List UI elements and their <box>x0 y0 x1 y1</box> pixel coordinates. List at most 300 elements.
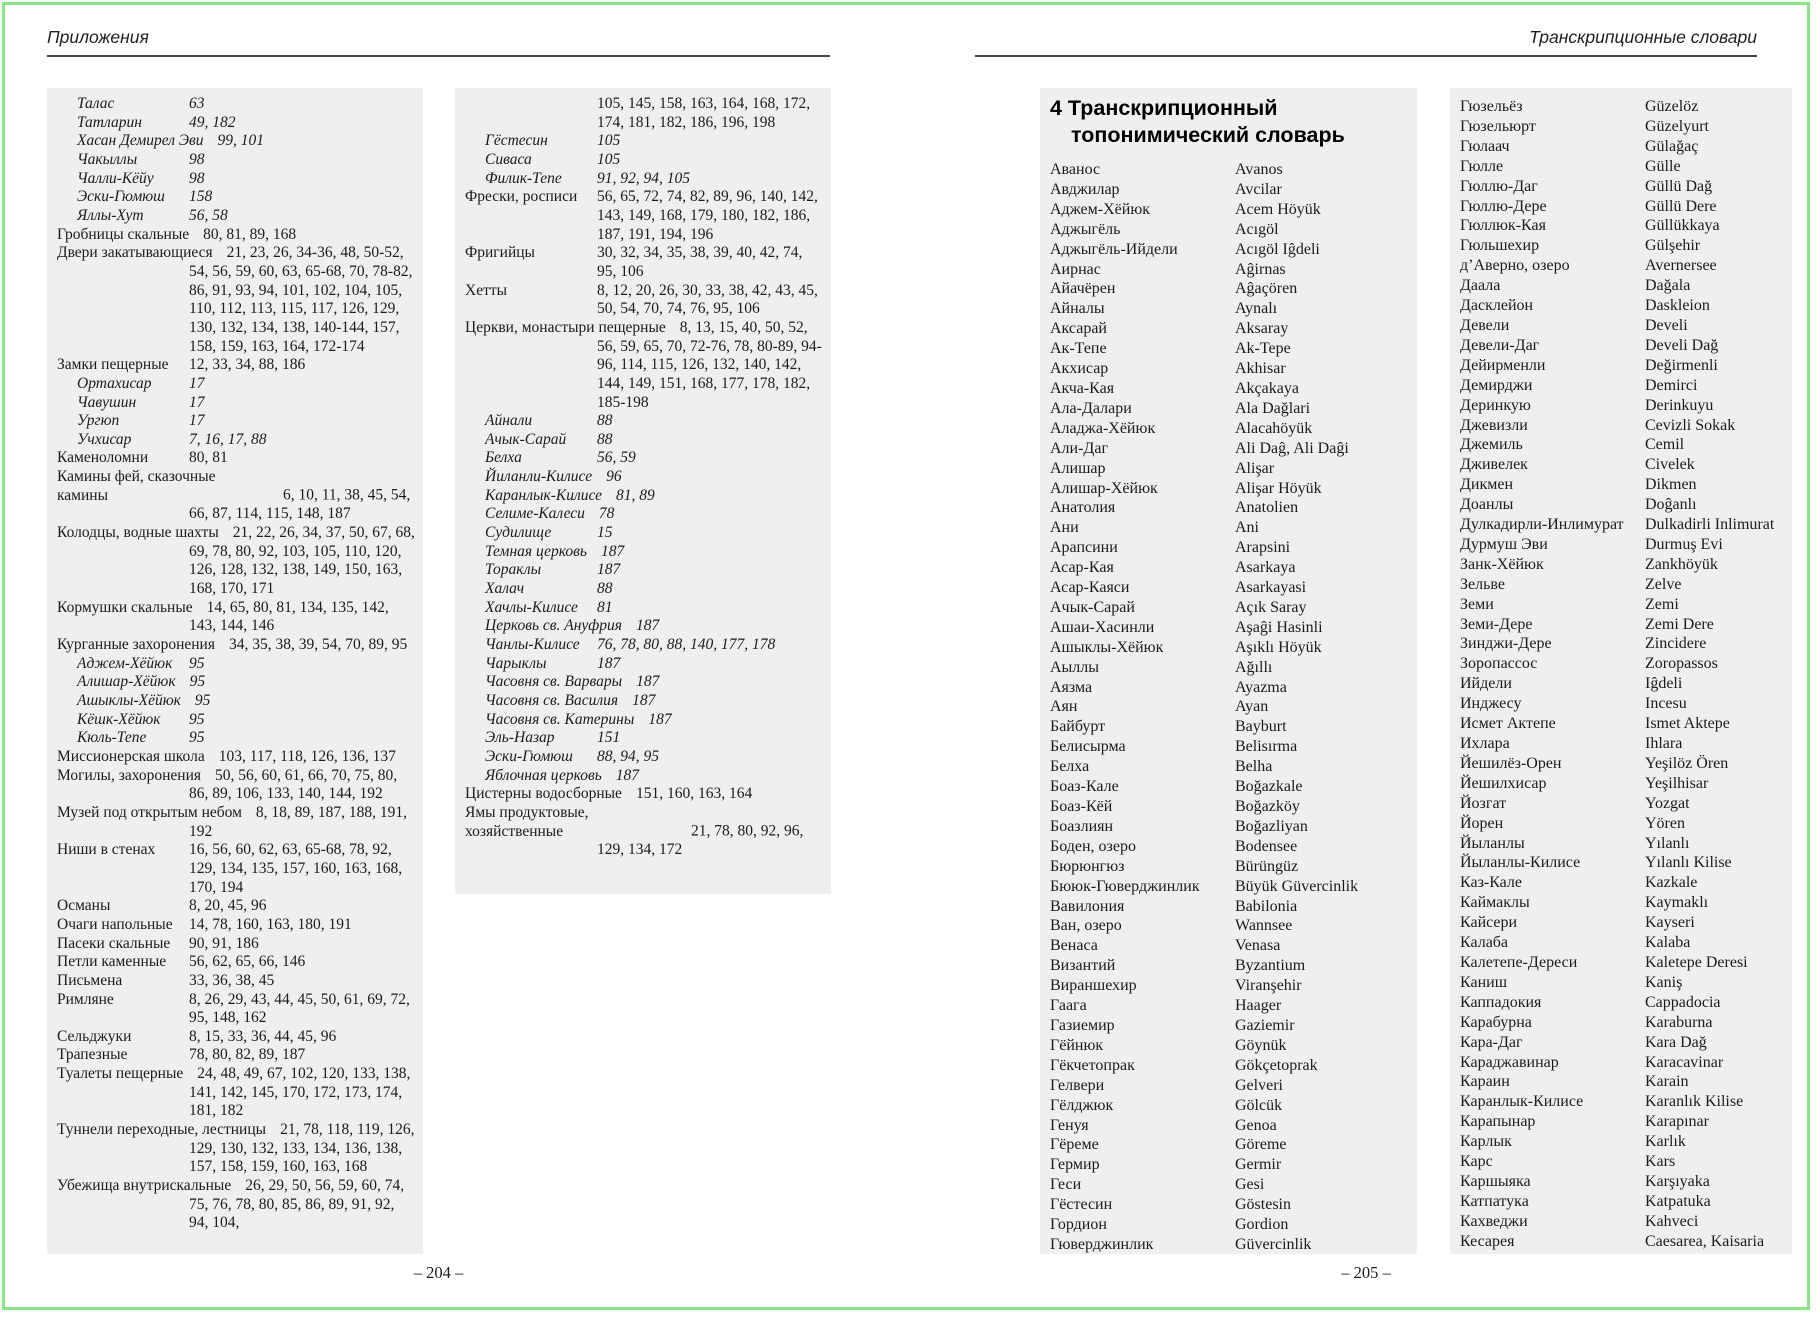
index-term: Петли каменные <box>57 953 167 971</box>
index-page-numbers: 151, 160, 163, 164 <box>635 785 753 803</box>
index-entry <box>57 1065 415 1121</box>
index-term: Письмена <box>57 971 123 989</box>
index-term: Кёшк-Хёйюк <box>77 710 161 728</box>
index-term: Судилище <box>485 524 552 542</box>
toponym-russian: Гёреме <box>1050 1136 1099 1154</box>
toponym-latin: Develi Dağ <box>1645 336 1719 354</box>
toponym-russian: Джевизли <box>1460 416 1528 434</box>
index-page-numbers: 187 <box>636 673 660 691</box>
toponym-russian: Карабурна <box>1460 1013 1532 1031</box>
toponym-russian: Кахведжи <box>1460 1212 1528 1230</box>
index-entry <box>57 841 415 897</box>
index-term: Яблочная церковь <box>485 766 602 784</box>
dictionary-row <box>1050 1016 1409 1036</box>
toponym-russian: Авджилар <box>1050 180 1120 198</box>
index-page-numbers: 90, 91, 186 <box>189 934 259 952</box>
toponym-latin: Cappadocia <box>1645 993 1721 1011</box>
toponym-latin: Asarkayasi <box>1235 579 1307 597</box>
index-entry <box>57 673 415 692</box>
toponym-latin: Acem Höyük <box>1235 200 1321 218</box>
toponym-russian: Аванос <box>1050 161 1101 178</box>
index-entry <box>57 897 415 916</box>
toponym-russian: Каниш <box>1460 973 1508 991</box>
toponym-russian: Кара-Даг <box>1460 1033 1523 1051</box>
toponym-latin: Zoropassos <box>1645 655 1718 673</box>
toponym-russian: Аксарай <box>1050 320 1107 338</box>
index-term: Миссионерская школа <box>57 747 205 765</box>
running-head-rule-left <box>47 55 830 57</box>
toponym-russian: Айналы <box>1050 300 1105 318</box>
index-page-numbers: 78, 80, 82, 89, 187 <box>189 1046 306 1064</box>
toponym-russian: Земи <box>1460 595 1494 613</box>
dictionary-row <box>1460 814 1784 834</box>
toponym-latin: Zelve <box>1645 575 1682 593</box>
toponym-latin: Aĝirnas <box>1235 260 1286 278</box>
dictionary-row <box>1460 1053 1784 1073</box>
index-term: Эски-Гюмюш <box>77 188 165 206</box>
index-term: Алишар-Хёйюк <box>77 673 176 691</box>
dictionary-row <box>1460 1033 1784 1053</box>
toponym-russian: Аян <box>1050 698 1078 716</box>
toponym-latin: Kahveci <box>1645 1212 1699 1230</box>
index-entry <box>57 655 415 674</box>
toponym-latin: Boğazkale <box>1235 778 1303 796</box>
dictionary-row <box>1460 993 1784 1013</box>
dictionary-row <box>1460 555 1784 575</box>
toponym-russian: Гаага <box>1050 997 1087 1015</box>
dictionary-row <box>1050 1116 1409 1136</box>
dictionary-row <box>1050 439 1409 459</box>
toponym-latin: Gaziemir <box>1235 1016 1295 1034</box>
index-term: Кормушки скальные <box>57 598 193 616</box>
toponym-russian: Кайсери <box>1460 914 1518 932</box>
toponym-latin: Ihlara <box>1645 735 1683 752</box>
index-page-numbers: 34, 35, 38, 39, 54, 70, 89, 95 <box>228 636 408 654</box>
toponym-russian: Аязма <box>1050 678 1093 696</box>
toponym-russian: Дулкадирли-Инлимурат <box>1460 516 1624 534</box>
index-term: Сиваса <box>485 150 532 168</box>
toponym-latin: Aksaray <box>1235 320 1289 338</box>
toponym-latin: Gülağaç <box>1645 137 1699 155</box>
toponym-russian: Карс <box>1460 1153 1493 1171</box>
toponym-russian: Бююк-Гюверджинлик <box>1050 877 1200 895</box>
toponym-latin: Ala Dağlari <box>1235 399 1311 417</box>
index-page-numbers: 17 <box>189 374 205 392</box>
index-term: Могилы, захоронения <box>57 766 202 784</box>
toponym-russian: Ачык-Сарай <box>1050 598 1135 616</box>
toponym-latin: Yören <box>1645 814 1685 832</box>
dictionary-row <box>1460 853 1784 873</box>
toponym-latin: Viranşehir <box>1235 977 1302 995</box>
toponym-russian: Кесарея <box>1460 1232 1515 1250</box>
toponym-russian: Зинджи-Дере <box>1460 635 1552 653</box>
index-page-numbers: 88, 94, 95 <box>597 747 659 765</box>
index-entry <box>57 599 415 636</box>
index-term: Йиланли-Килисе <box>485 468 593 486</box>
index-entry <box>57 972 415 991</box>
index-term: Часовня св. Катерины <box>485 710 635 728</box>
toponym-latin: Göreme <box>1235 1136 1287 1154</box>
toponym-latin: Yeşilöz Ören <box>1645 754 1729 772</box>
index-page-numbers: 95 <box>194 692 211 709</box>
index-page-numbers: 6, 10, 11, 38, 45, 54, 66, 87, 114, 115, 148, 187 <box>189 486 411 523</box>
index-entry <box>465 412 823 431</box>
toponym-russian: Дживелек <box>1460 456 1528 474</box>
index-entry <box>57 1028 415 1047</box>
page-number-left: – 204 – <box>413 1263 464 1282</box>
toponym-russian: Газиемир <box>1050 1016 1115 1034</box>
index-term: Тораклы <box>485 561 542 579</box>
toponym-russian: Йешилёз-Орен <box>1460 754 1562 772</box>
toponym-latin: Gülşehir <box>1645 237 1701 255</box>
toponym-russian: Генуя <box>1050 1116 1089 1134</box>
index-term: Ургюп <box>77 412 120 430</box>
index-term: Талас <box>77 95 115 112</box>
toponym-russian: Боаз-Кёй <box>1050 798 1113 815</box>
dictionary-heading-line2: топонимический словарь <box>1071 122 1345 147</box>
index-term: Гёстесин <box>485 132 548 150</box>
dictionary-row <box>1460 714 1784 734</box>
toponym-latin: Kaniş <box>1645 973 1683 991</box>
toponym-latin: Aĝaçören <box>1235 280 1298 298</box>
toponym-latin: Haager <box>1235 997 1282 1015</box>
dictionary-row <box>1050 1215 1409 1235</box>
toponym-latin: Güllü Dağ <box>1645 177 1713 195</box>
dictionary-heading <box>1050 95 1409 148</box>
toponym-russian: Занк-Хёйюк <box>1460 555 1544 573</box>
toponym-latin: Dağala <box>1645 277 1691 295</box>
toponym-russian: Исмет Актепе <box>1460 715 1556 733</box>
dictionary-row <box>1050 299 1409 319</box>
dictionary-row <box>1460 913 1784 933</box>
dictionary-row <box>1050 538 1409 558</box>
dictionary-row <box>1050 379 1409 399</box>
toponym-latin: Bodensee <box>1235 837 1298 855</box>
index-entry <box>465 711 823 730</box>
index-entry <box>465 449 823 468</box>
toponym-russian: Деринкую <box>1460 396 1531 414</box>
index-term: Колодцы, водные шахты <box>57 524 219 542</box>
dictionary-row <box>1460 117 1784 137</box>
index-term: Пасеки скальные <box>57 934 171 952</box>
index-page-numbers: 16, 56, 60, 62, 63, 65-68, 78, 92, 129, 134, 135, 157, 160, 163, 168, 170, 194 <box>189 841 403 896</box>
index-entry <box>465 151 823 170</box>
toponym-russian: Каршыяка <box>1460 1172 1531 1190</box>
index-entry <box>57 916 415 935</box>
index-term: Хетты <box>465 281 508 299</box>
toponym-latin: Belha <box>1235 758 1273 776</box>
index-entry <box>465 319 823 412</box>
index-entry <box>465 282 823 319</box>
dictionary-row <box>1460 1013 1784 1033</box>
index-term: Чакыллы <box>77 150 138 168</box>
toponym-latin: Asarkaya <box>1235 559 1296 577</box>
toponym-russian: Аирнас <box>1050 260 1101 278</box>
index-term: Кюль-Тепе <box>77 729 147 747</box>
toponym-latin: Değirmenli <box>1645 356 1718 374</box>
toponym-latin: Caesarea, Kaisaria <box>1645 1232 1765 1250</box>
dictionary-row <box>1460 1112 1784 1132</box>
index-term: Чарыклы <box>485 654 547 672</box>
toponym-latin: Dikmen <box>1645 476 1697 494</box>
dictionary-row <box>1460 1092 1784 1112</box>
index-page-numbers: 15 <box>597 524 613 542</box>
toponym-russian: Ани <box>1050 519 1079 537</box>
toponym-latin: Ayan <box>1235 698 1269 716</box>
dictionary-row <box>1050 479 1409 499</box>
index-entry <box>465 804 823 860</box>
index-page-numbers: 95 <box>189 729 205 747</box>
toponym-russian: Ийдели <box>1460 675 1512 693</box>
index-page-numbers: 56, 59 <box>597 449 636 467</box>
dictionary-row <box>1460 595 1784 615</box>
index-term: Римляне <box>57 990 114 1008</box>
index-page-numbers: 151 <box>597 729 621 747</box>
toponym-russian: Ашаи-Хасинли <box>1050 618 1155 636</box>
dictionary-row <box>1460 97 1784 117</box>
toponym-russian: Йорен <box>1460 814 1504 832</box>
toponym-russian: Ашыклы-Хёйюк <box>1050 638 1164 656</box>
toponym-russian: Геси <box>1050 1176 1082 1194</box>
toponym-latin: Zemi <box>1645 595 1679 613</box>
dictionary-row <box>1460 1212 1784 1232</box>
index-page-numbers: 21, 78, 80, 92, 96, 129, 134, 172 <box>597 822 804 859</box>
dictionary-row <box>1050 558 1409 578</box>
toponym-russian: Караин <box>1460 1073 1510 1091</box>
toponym-latin: Kara Dağ <box>1645 1033 1707 1051</box>
index-page-numbers: 187 <box>597 654 621 672</box>
toponym-russian: Гёстесин <box>1050 1196 1113 1214</box>
toponym-russian: Караджавинар <box>1460 1053 1559 1071</box>
dictionary-row <box>1050 976 1409 996</box>
dictionary-row <box>1460 495 1784 515</box>
toponym-russian: Гёйнюк <box>1050 1036 1104 1054</box>
toponym-latin: Byzantium <box>1235 957 1306 975</box>
index-page-numbers: 12, 33, 34, 88, 186 <box>189 356 306 374</box>
index-page-numbers: 187 <box>615 766 640 784</box>
index-page-numbers: 56, 62, 65, 66, 146 <box>189 953 306 971</box>
index-entry <box>465 468 823 487</box>
toponym-latin: Gesi <box>1235 1176 1265 1194</box>
index-page-numbers: 24, 48, 49, 67, 102, 120, 133, 138, 141, 142, 145, 170, 172, 173, 174, 181, 182 <box>189 1065 411 1120</box>
toponym-russian: Аджыгёль <box>1050 220 1121 238</box>
index-entry <box>57 711 415 730</box>
index-entry <box>465 599 823 618</box>
index-term: Каранлык-Килисе <box>485 486 603 504</box>
index-page-numbers: 49, 182 <box>189 113 236 131</box>
toponym-latin: Ak-Tepe <box>1235 340 1291 358</box>
index-page-numbers: 50, 56, 60, 61, 66, 70, 75, 80, 86, 89, 106, 133, 140, 144, 192 <box>189 766 398 803</box>
index-term: Церковь св. Ануфрия <box>485 617 622 635</box>
dictionary-row <box>1460 256 1784 276</box>
index-entry <box>57 953 415 972</box>
dictionary-row <box>1460 1132 1784 1152</box>
index-term: Айнали <box>485 412 533 430</box>
index-entry <box>465 524 823 543</box>
toponym-latin: Karşıyaka <box>1645 1172 1710 1190</box>
toponym-latin: Cemil <box>1645 436 1685 454</box>
toponym-latin: Akhisar <box>1235 360 1286 378</box>
index-page-numbers: 56, 58 <box>189 206 228 224</box>
dictionary-row <box>1050 638 1409 658</box>
toponym-russian: Венаса <box>1050 937 1098 955</box>
dictionary-row <box>1050 658 1409 678</box>
index-page-numbers: 7, 16, 17, 88 <box>189 430 267 448</box>
index-term: Каменоломни <box>57 449 149 467</box>
dictionary-row <box>1460 296 1784 316</box>
toponym-latin: Ani <box>1235 519 1259 537</box>
toponym-russian: Арапсини <box>1050 539 1118 557</box>
dictionary-column-1 <box>1040 88 1417 1254</box>
toponym-latin: Incesu <box>1645 695 1687 713</box>
dictionary-row <box>1460 535 1784 555</box>
toponym-latin: Demirci <box>1645 376 1698 394</box>
index-term: Учхисар <box>77 430 132 448</box>
dictionary-rows-1 <box>1050 160 1409 1254</box>
index-page-numbers: 158 <box>189 188 213 206</box>
dictionary-row <box>1050 1135 1409 1155</box>
index-term: Селиме-Калеси <box>485 505 585 523</box>
index-term: Эски-Гюмюш <box>485 747 573 765</box>
toponym-russian: Гюльшехир <box>1460 237 1540 255</box>
index-entry <box>465 636 823 655</box>
toponym-russian: Боден, озеро <box>1050 837 1136 855</box>
toponym-russian: Гюверджинлик <box>1050 1235 1154 1253</box>
dictionary-row <box>1050 837 1409 857</box>
toponym-latin: Iĝdeli <box>1645 675 1683 693</box>
index-page-numbers: 14, 65, 80, 81, 134, 135, 142, 143, 144, 146 <box>189 598 389 635</box>
toponym-russian: Гёлджюк <box>1050 1096 1114 1114</box>
toponym-russian: Земи-Дере <box>1460 615 1533 633</box>
toponym-latin: Bürüngüz <box>1235 857 1299 875</box>
dictionary-row <box>1460 654 1784 674</box>
index-page-numbers: 78 <box>598 505 615 523</box>
toponym-russian: Гюлаач <box>1460 137 1510 155</box>
dictionary-row <box>1050 399 1409 419</box>
index-term: Чанлы-Килисе <box>485 636 580 654</box>
index-entry <box>465 580 823 599</box>
index-page-numbers: 33, 36, 38, 45 <box>189 971 275 989</box>
index-page-numbers: 8, 18, 89, 187, 188, 191, 192 <box>189 803 408 840</box>
toponym-russian: Асар-Каяси <box>1050 579 1130 597</box>
toponym-russian: Акча-Кая <box>1050 379 1115 397</box>
toponym-latin: Ismet Aktepe <box>1645 715 1730 733</box>
index-entry <box>465 188 823 244</box>
index-entry <box>465 785 823 804</box>
toponym-latin: Güzelöz <box>1645 98 1699 115</box>
index-page-numbers: 80, 81 <box>189 449 228 467</box>
index-entry <box>465 617 823 636</box>
index-entry <box>57 226 415 245</box>
index-page-numbers: 81 <box>597 598 613 616</box>
toponym-russian: Ала-Далари <box>1050 399 1132 417</box>
index-entry <box>57 804 415 841</box>
toponym-latin: Karaburna <box>1645 1013 1713 1031</box>
toponym-latin: Açık Saray <box>1235 598 1307 616</box>
toponym-russian: д’Аверно, озеро <box>1460 257 1570 275</box>
index-entry <box>57 1177 415 1233</box>
toponym-russian: Каппадокия <box>1460 993 1542 1011</box>
dictionary-row <box>1460 416 1784 436</box>
index-term: Хасан Демирел Эви <box>77 132 204 150</box>
toponym-latin: Develi <box>1645 316 1688 334</box>
index-entry <box>465 767 823 786</box>
toponym-russian: Аыллы <box>1050 658 1100 676</box>
toponym-latin: Karanlık Kilise <box>1645 1093 1744 1111</box>
dictionary-row <box>1460 1192 1784 1212</box>
page-number-right: – 205 – <box>1341 1263 1391 1282</box>
toponym-latin: Güvercinlik <box>1235 1235 1312 1253</box>
dictionary-row <box>1050 916 1409 936</box>
dictionary-row <box>1050 220 1409 240</box>
dictionary-row <box>1050 319 1409 339</box>
dictionary-row <box>1460 834 1784 854</box>
toponym-russian: Белисырма <box>1050 738 1126 756</box>
index-entry <box>465 244 823 281</box>
index-term: Филик-Тепе <box>485 169 562 187</box>
index-entry <box>57 468 415 524</box>
toponym-latin: Alişar Höyük <box>1235 479 1322 497</box>
dictionary-row <box>1050 1076 1409 1096</box>
dictionary-row <box>1460 1172 1784 1192</box>
dictionary-row <box>1050 678 1409 698</box>
toponym-latin: Civelek <box>1645 456 1695 474</box>
index-page-numbers: 17 <box>189 412 205 430</box>
toponym-latin: Aynalı <box>1235 300 1278 318</box>
running-head-left: Приложения <box>47 27 149 47</box>
dictionary-row <box>1460 276 1784 296</box>
index-entry <box>57 729 415 748</box>
toponym-latin: Güllükkaya <box>1645 217 1720 235</box>
toponym-russian: Аджыгёль-Ийдели <box>1050 240 1178 258</box>
toponym-russian: Каранлык-Килисе <box>1460 1093 1584 1111</box>
toponym-russian: Дурмуш Эви <box>1460 535 1548 553</box>
dictionary-row <box>1460 435 1784 455</box>
dictionary-row <box>1460 316 1784 336</box>
toponym-latin: Doĝanlı <box>1645 496 1697 514</box>
toponym-russian: Византий <box>1050 957 1116 975</box>
dictionary-row <box>1050 518 1409 538</box>
index-entry <box>57 1046 415 1065</box>
index-term: Белха <box>485 449 522 467</box>
toponym-latin: Venasa <box>1235 937 1281 955</box>
dictionary-row <box>1460 694 1784 714</box>
dictionary-row <box>1460 634 1784 654</box>
toponym-russian: Девели-Даг <box>1460 336 1540 354</box>
toponym-latin: Ali Daĝ, Ali Daĝi <box>1235 439 1349 457</box>
dictionary-row <box>1460 953 1784 973</box>
index-page-numbers: 187 <box>597 561 621 579</box>
toponym-latin: Yeşilhisar <box>1645 774 1709 792</box>
toponym-russian: Аджем-Хёйюк <box>1050 200 1151 218</box>
index-page-numbers: 14, 78, 160, 163, 180, 191 <box>189 915 352 933</box>
toponym-russian: Гюзельюрт <box>1460 117 1536 135</box>
index-page-numbers: 95 <box>189 673 206 691</box>
toponym-russian: Алишар-Хёйюк <box>1050 479 1158 497</box>
toponym-russian: Дасклейон <box>1460 297 1534 315</box>
toponym-latin: Belisırma <box>1235 738 1298 756</box>
toponym-latin: Kayseri <box>1645 914 1695 932</box>
dictionary-row <box>1050 717 1409 737</box>
toponym-latin: Kaletepe Deresi <box>1645 953 1748 971</box>
toponym-latin: Cevizli Sokak <box>1645 416 1736 434</box>
index-entry <box>465 692 823 711</box>
index-term: Цистерны водосборные <box>465 785 622 803</box>
index-page-numbers: 8, 12, 20, 26, 30, 33, 38, 42, 43, 45, 50, 54, 70, 74, 76, 95, 106 <box>597 281 818 318</box>
dictionary-row <box>1050 578 1409 598</box>
index-entry <box>57 132 415 151</box>
toponym-latin: Gülle <box>1645 157 1681 175</box>
